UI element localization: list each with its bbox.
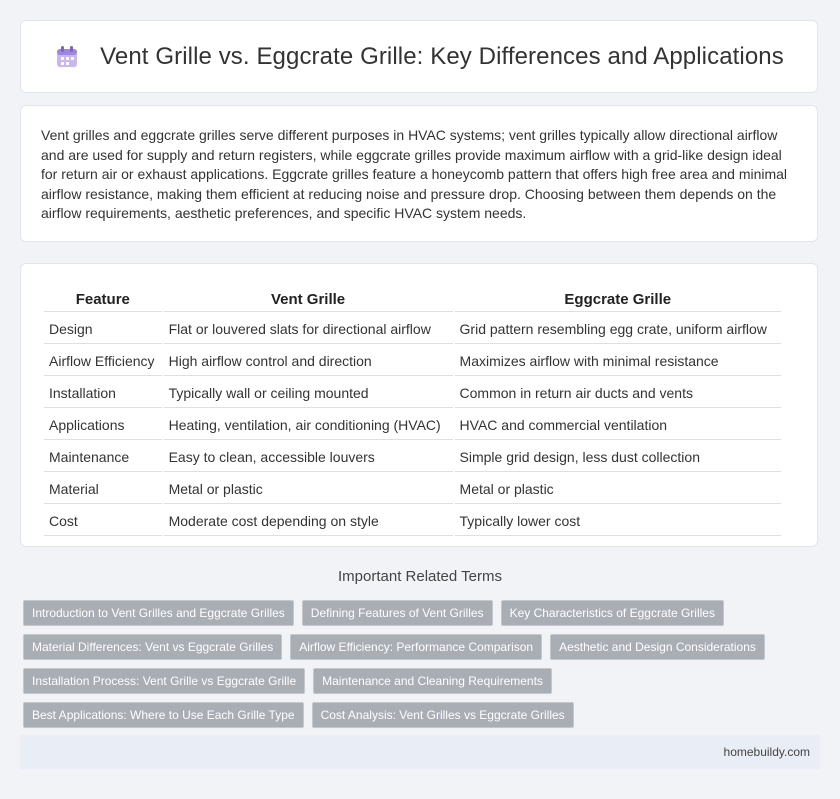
comparison-table (42, 284, 783, 538)
table-cell: Heating, ventilation, air conditioning (HVAC) (164, 410, 453, 440)
table-cell: Material (44, 474, 162, 504)
table-row (44, 346, 781, 376)
table-row (44, 410, 781, 440)
footer (20, 735, 820, 769)
page-title: Vent Grille vs. Eggcrate Grille: Key Differences and Applications (100, 42, 784, 70)
table-row (44, 474, 781, 504)
table-cell: Simple grid design, less dust collection (455, 442, 781, 472)
title-card (20, 20, 818, 93)
related-term-tag[interactable]: Introduction to Vent Grilles and Eggcrate Grilles (23, 600, 294, 626)
table-row (44, 442, 781, 472)
related-term-tag[interactable]: Installation Process: Vent Grille vs Eggcrate Grille (23, 668, 305, 694)
intro-text: Vent grilles and eggcrate grilles serve different purposes in HVAC systems; vent grilles typically allow directional airflow and are used for supply and return registers, while eggcrate grilles provide maximum airflow with a grid-like design ideal for return air or exhaust applications. Eggcrate grilles feature a honeycomb pattern that offers high free area and minimal airflow resistance, making them efficient at reducing noise and pressure drop. Choosing between them depends on the airflow requirements, aesthetic preferences, and specific HVAC system needs. (41, 127, 788, 221)
header-eggcrate-grille: Eggcrate Grille (455, 286, 781, 312)
table-row (44, 314, 781, 344)
related-term-tag[interactable]: Cost Analysis: Vent Grilles vs Eggcrate Grilles (312, 702, 574, 728)
table-cell: Grid pattern resembling egg crate, uniform airflow (455, 314, 781, 344)
table-cell: Airflow Efficiency (44, 346, 162, 376)
table-cell: Metal or plastic (455, 474, 781, 504)
table-cell: Design (44, 314, 162, 344)
table-cell: Maximizes airflow with minimal resistance (455, 346, 781, 376)
table-cell: Flat or louvered slats for directional airflow (164, 314, 453, 344)
tag-row (23, 600, 823, 626)
tag-row (23, 634, 823, 660)
related-terms-list (23, 600, 823, 736)
related-term-tag[interactable]: Aesthetic and Design Considerations (550, 634, 765, 660)
related-term-tag[interactable]: Maintenance and Cleaning Requirements (313, 668, 552, 694)
table-cell: Applications (44, 410, 162, 440)
header-vent-grille: Vent Grille (164, 286, 453, 312)
table-cell: Typically lower cost (455, 506, 781, 536)
table-cell: Metal or plastic (164, 474, 453, 504)
table-cell: Cost (44, 506, 162, 536)
related-term-tag[interactable]: Material Differences: Vent vs Eggcrate Grilles (23, 634, 282, 660)
table-cell: Installation (44, 378, 162, 408)
related-terms-title: Important Related Terms (338, 568, 502, 585)
tag-row (23, 702, 823, 728)
footer-site[interactable]: homebuildy.com (723, 745, 810, 759)
table-cell: Maintenance (44, 442, 162, 472)
table-cell: Common in return air ducts and vents (455, 378, 781, 408)
intro-card (20, 105, 818, 242)
related-term-tag[interactable]: Key Characteristics of Eggcrate Grilles (501, 600, 724, 626)
table-cell: High airflow control and direction (164, 346, 453, 376)
table-cell: Easy to clean, accessible louvers (164, 442, 453, 472)
tag-row (23, 668, 823, 694)
table-cell: Typically wall or ceiling mounted (164, 378, 453, 408)
related-term-tag[interactable]: Airflow Efficiency: Performance Comparison (290, 634, 542, 660)
header-feature: Feature (44, 286, 162, 312)
table-header-row (44, 286, 781, 312)
related-term-tag[interactable]: Best Applications: Where to Use Each Grille Type (23, 702, 304, 728)
related-term-tag[interactable]: Defining Features of Vent Grilles (302, 600, 493, 626)
table-row (44, 506, 781, 536)
comparison-card (20, 263, 818, 547)
calendar-icon (54, 44, 80, 70)
table-cell: Moderate cost depending on style (164, 506, 453, 536)
table-cell: HVAC and commercial ventilation (455, 410, 781, 440)
table-row (44, 378, 781, 408)
